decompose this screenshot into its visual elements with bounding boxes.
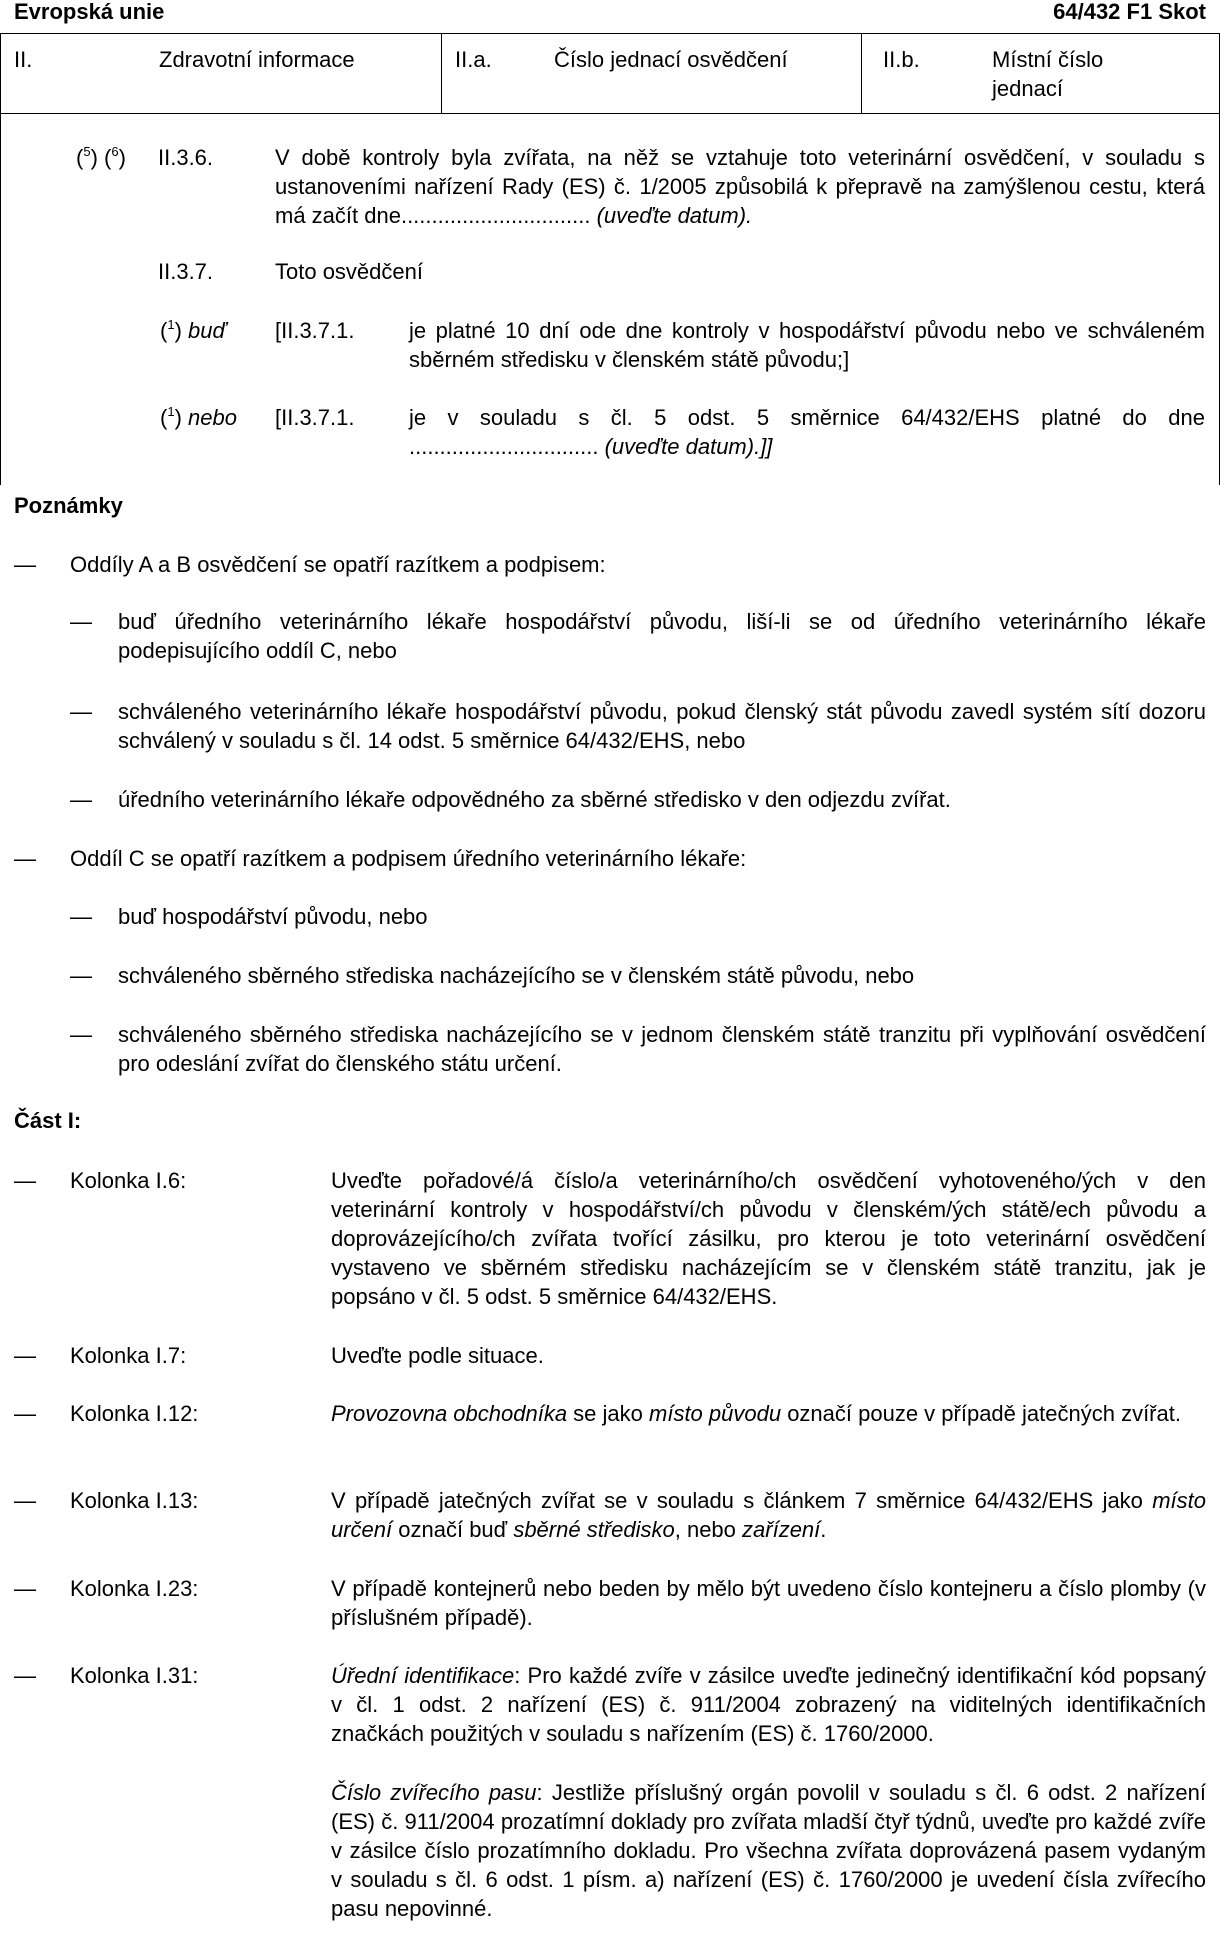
th-ref-a: II.a. [455,47,492,72]
th-local-number: Místní číslo jednací [992,47,1104,101]
field-text-i31-passport: Číslo zvířecího pasu: Jestliže příslušný orgán povolil v souladu s čl. 6 odst. 2 nařízení (ES) č. 911/2004 prozatímní doklady pro zvířata mladší čtyř týdnů, uveďte pro každé zvíře v zásilce číslo prozatímního dokladu. Pro všechna zvířata doprovázená pasem vydaným v souladu s čl. 6 odst. 1 písm. a) nařízení (ES) č. 1760/2000 je uvedení čísla zvířecího pasu nepovinné. [331,1780,1207,1921]
option-either-number: [II.3.7.1. [275,318,355,343]
th-section-number: II. [14,47,33,72]
dash-marker: — [70,787,92,812]
field-label-i7: Kolonka I.7: [70,1343,187,1368]
notes-item-2: Oddíl C se opatří razítkem a podpisem úředního veterinárního lékaře: [70,846,747,871]
dash-marker: — [14,1576,36,1601]
notes-sub2-item-3: schváleného sběrného střediska nacházejícího se v jednom členském státě tranzitu při vyplňování osvědčení pro odeslání zvířat do členského státu určení. [118,1022,1206,1076]
field-text-i7: Uveďte podle situace. [331,1343,544,1368]
field-text-i31-official-id: Úřední identifikace: Pro každé zvíře v zásilce uveďte jedinečný identifikační kód popsaný v čl. 1 odst. 2 nařízení (ES) č. 911/2004 zobrazený na viditelných identifikačních značkách použitých v souladu s nařízením (ES) č. 1760/2000. [331,1663,1206,1746]
field-label-i31: Kolonka I.31: [70,1663,199,1688]
option-either: ($^1$) buď [160,317,227,343]
dash-marker: — [14,1663,36,1688]
th-cert-number: Číslo jednací osvědčení [554,47,788,72]
section-text-237: Toto osvědčení [275,259,423,284]
field-text-i12: Provozovna obchodníka se jako místo původu označí pouze v případě jatečných zvířat. [331,1401,1181,1426]
th-health-info: Zdravotní informace [159,47,355,72]
dash-marker: — [14,1343,36,1368]
th-ref-b: II.b. [883,47,920,72]
field-label-i6: Kolonka I.6: [70,1168,187,1193]
dash-marker: — [70,904,92,929]
dash-marker: — [70,699,92,724]
dash-marker: — [14,846,36,871]
notes-sub1-item-2: schváleného veterinárního lékaře hospodářství původu, pokud členský stát původu zavedl systém sítí dozoru schválený v souladu s čl. 14 odst. 5 směrnice 64/432/EHS, nebo [118,699,1206,753]
dash-marker: — [70,963,92,988]
field-text-i6: Uveďte pořadové/á číslo/a veterinárního/ch osvědčení vyhotoveného/ých v den veterinární kontroly v hospodářství/ch původu v členském/ých státě/ech původu a doprovázejícího/ch zvířata tvořící zásilku, pro kterou je toto veterinární osvědčení vystaveno ve sběrném středisku nacházejícím se v členském státě tranzitu, jak je popsáno v čl. 5 odst. 5 směrnice 64/432/EHS. [331,1168,1206,1309]
notes-sub1-item-1: buď úředního veterinárního lékaře hospodářství původu, liší-li se od úředního veterinárního lékaře podepisujícího oddíl C, nebo [118,609,1206,663]
dash-marker: — [70,609,92,634]
option-or: ($^1$) nebo [160,404,237,430]
notes-sub1-item-3: úředního veterinárního lékaře odpovědného za sběrné středisko v den odjezdu zvířat. [118,787,951,812]
part1-heading: Část I: [14,1108,82,1133]
dash-marker: — [14,552,36,577]
dash-marker: — [14,1488,36,1513]
header-right: 64/432 F1 Skot [1053,0,1206,24]
option-either-text: je platné 10 dní ode dne kontroly v hospodářství původu nebo ve schváleném sběrném středisku v členském státě původu;] [409,318,1205,372]
field-label-i23: Kolonka I.23: [70,1576,199,1601]
section-number-237: II.3.7. [158,259,214,284]
dash-marker: — [14,1168,36,1193]
footnote-refs-236: ($^5$) ($^6$) [76,144,126,170]
notes-sub2-item-1: buď hospodářství původu, nebo [118,904,428,929]
field-text-i23: V případě kontejnerů nebo beden by mělo být uvedeno číslo kontejneru a číslo plomby (v příslušném případě). [331,1576,1206,1630]
option-or-text: je v souladu s čl. 5 odst. 5 směrnice 64/432/EHS platné do dne ............................... (uveďte datum).]] [409,405,1205,459]
field-text-i13: V případě jatečných zvířat se v souladu s článkem 7 směrnice 64/432/EHS jako místo určení označí buď sběrné středisko, nebo zařízení. [331,1488,1206,1542]
field-label-i13: Kolonka I.13: [70,1488,199,1513]
notes-heading: Poznámky [14,493,123,518]
dash-marker: — [14,1401,36,1426]
notes-item-1: Oddíly A a B osvědčení se opatří razítkem a podpisem: [70,552,606,577]
header-left: Evropská unie [14,0,165,24]
field-label-i12: Kolonka I.12: [70,1401,199,1426]
frame-left [0,113,1,485]
notes-sub2-item-2: schváleného sběrného střediska nacházejícího se v členském státě původu, nebo [118,963,915,988]
dash-marker: — [70,1022,92,1047]
option-or-number: [II.3.7.1. [275,405,355,430]
section-number-236: II.3.6. [158,145,214,170]
section-text-236: V době kontroly byla zvířata, na něž se vztahuje toto veterinární osvědčení, v souladu s ustanoveními nařízení Rady (ES) č. 1/2005 způsobilá k přepravě na zamýšlenou cestu, která má začít dne............................... (uveďte datum). [275,145,1205,228]
